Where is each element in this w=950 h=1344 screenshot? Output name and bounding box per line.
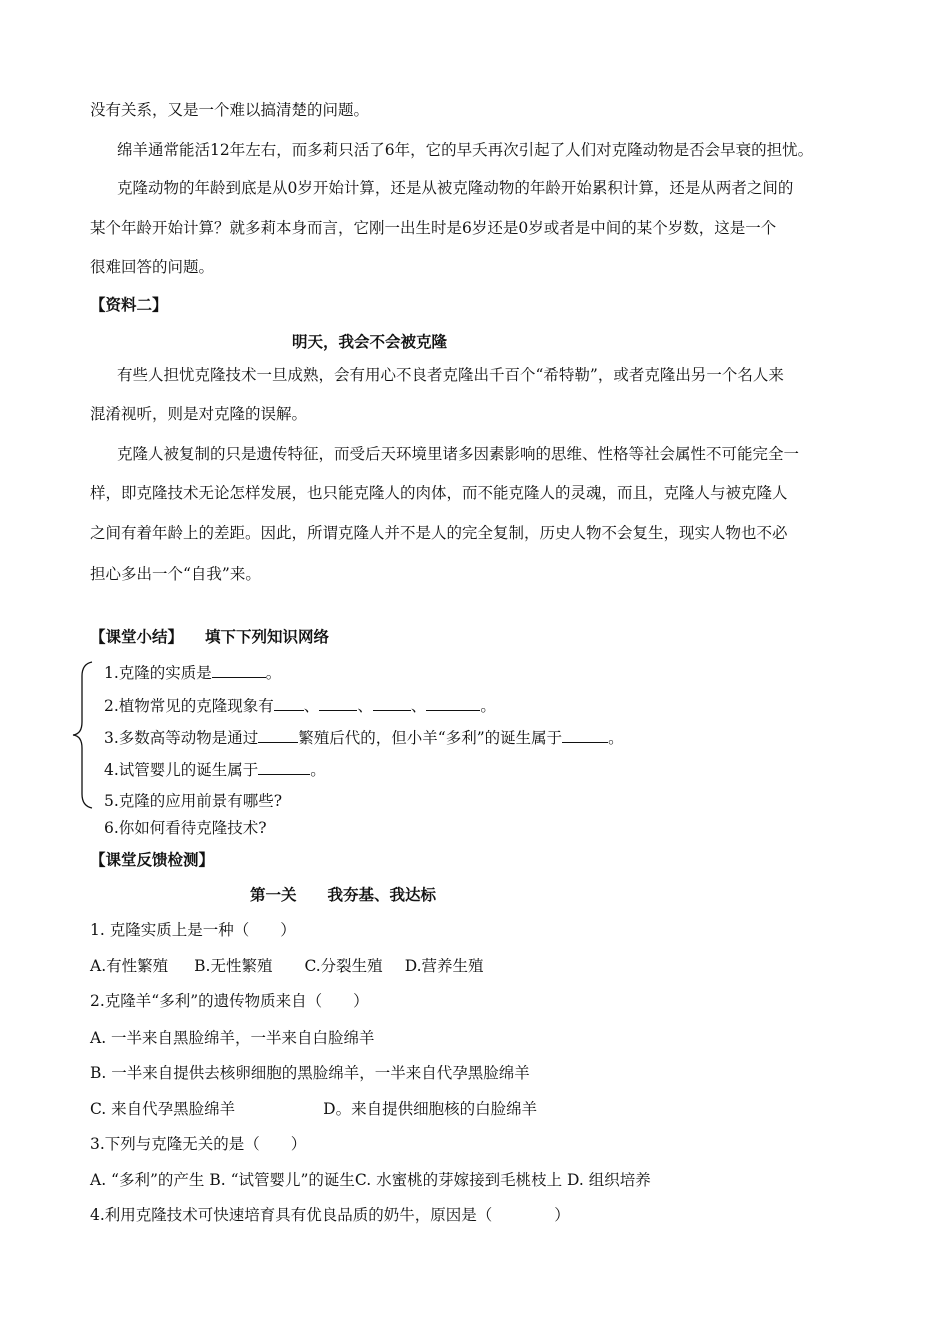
summary-item-2 — [104, 696, 496, 716]
option-c[interactable]: C. 来自代孕黑脸绵羊 — [90, 1100, 236, 1118]
summary-heading-label: 【课堂小结】 — [90, 628, 184, 646]
option-d[interactable]: D。来自提供细胞核的白脸绵羊 — [323, 1100, 538, 1118]
summary-item-2-text: 2.植物常见的克隆现象有 — [104, 697, 274, 715]
feedback-heading: 【课堂反馈检测】 — [90, 851, 215, 869]
paragraph-line: 没有关系，又是一个难以搞清楚的问题。 — [90, 101, 370, 119]
option-a[interactable]: A. 一半来自黑脸绵羊，一半来自白脸绵羊 — [90, 1029, 375, 1047]
paragraph-line: 担心多出一个“自我”来。 — [90, 565, 261, 583]
answer-blank[interactable] — [319, 696, 357, 711]
answer-blank[interactable] — [212, 663, 266, 678]
summary-subtitle: 填下下列知识网络 — [205, 628, 330, 646]
summary-item-6-clipped — [104, 818, 267, 837]
paragraph-line: 绵羊通常能活12年左右，而多莉只活了6年，它的早夭再次引起了人们对克隆动物是否会早衰的担忧。 — [117, 141, 814, 159]
paragraph-line: 克隆人被复制的只是遗传特征，而受后天环境里诸多因素影响的思维、性格等社会属性不可能完全一 — [117, 445, 800, 463]
answer-blank[interactable] — [562, 728, 608, 743]
article-title: 明天，我会不会被克隆 — [292, 333, 448, 351]
question-4: 4.利用克隆技术可快速培育具有优良品质的奶牛，原因是（ ） — [90, 1206, 570, 1224]
summary-item-4 — [104, 760, 326, 780]
section-heading: 【资料二】 — [90, 296, 168, 314]
answer-blank[interactable] — [426, 696, 480, 711]
question-1: 1. 克隆实质上是一种（ ） — [90, 921, 296, 939]
paragraph-line: 样，即克隆技术无论怎样发展，也只能克隆人的肉体，而不能克隆人的灵魂，而且，克隆人与被克隆人 — [90, 484, 788, 502]
summary-item-1-text: 1.克隆的实质是 — [104, 664, 212, 682]
paragraph-line: 克隆动物的年龄到底是从0岁开始计算，还是从被克隆动物的年龄开始累积计算，还是从两者之间的 — [117, 179, 794, 197]
option-d[interactable]: D.营养生殖 — [404, 957, 484, 975]
punctuation: 。 — [480, 697, 496, 715]
question-3: 3.下列与克隆无关的是（ ） — [90, 1135, 307, 1153]
option-c[interactable]: C.分裂生殖 — [304, 957, 383, 975]
summary-item-6: 6.你如何看待克隆技术? — [104, 819, 267, 837]
question-1-options — [90, 956, 484, 976]
answer-blank[interactable] — [274, 696, 304, 711]
left-brace-icon — [70, 660, 100, 810]
answer-blank[interactable] — [258, 760, 310, 775]
answer-blank[interactable] — [258, 728, 298, 743]
question-2: 2.克隆羊“多利”的遗传物质来自（ ） — [90, 992, 369, 1010]
summary-item-1 — [104, 663, 281, 683]
summary-item-3 — [104, 728, 624, 748]
punctuation: 。 — [310, 761, 326, 779]
paragraph-line: 很难回答的问题。 — [90, 258, 215, 276]
summary-item-4-text: 4.试管婴儿的诞生属于 — [104, 761, 259, 779]
summary-item-3-text: 3.多数高等动物是通过 — [104, 729, 259, 747]
question-2-options-cd — [90, 1099, 537, 1119]
option-a[interactable]: A.有性繁殖 — [90, 957, 169, 975]
paragraph-line: 混淆视听，则是对克隆的误解。 — [90, 405, 308, 423]
paragraph-line: 某个年龄开始计算？就多莉本身而言，它刚一出生时是6岁还是0岁或者是中间的某个岁数，这是一个 — [90, 219, 777, 237]
punctuation: 、 — [357, 697, 373, 715]
question-3-options: A. “多利”的产生 B. “试管婴儿”的诞生C. 水蜜桃的芽嫁接到毛桃枝上 D. 组织培养 — [90, 1171, 651, 1189]
answer-blank[interactable] — [373, 696, 411, 711]
level-title: 第一关 我夯基、我达标 — [250, 886, 437, 904]
punctuation: 、 — [303, 697, 320, 715]
option-b[interactable]: B.无性繁殖 — [194, 957, 273, 975]
punctuation: 。 — [608, 729, 624, 747]
option-b[interactable]: B. 一半来自提供去核卵细胞的黑脸绵羊，一半来自代孕黑脸绵羊 — [90, 1064, 530, 1082]
summary-item-5: 5.克隆的应用前景有哪些? — [104, 792, 283, 810]
paragraph-line: 有些人担忧克隆技术一旦成熟，会有用心不良者克隆出千百个“希特勒”，或者克隆出另一个名人来 — [117, 366, 784, 384]
summary-item-3-mid: 繁殖后代的，但小羊“多利”的诞生属于 — [298, 729, 563, 747]
paragraph-line: 之间有着年龄上的差距。因此，所谓克隆人并不是人的完全复制，历史人物不会复生，现实人物也不必 — [90, 524, 788, 542]
punctuation: 、 — [410, 697, 427, 715]
punctuation: 。 — [265, 664, 282, 682]
summary-heading — [90, 627, 329, 647]
